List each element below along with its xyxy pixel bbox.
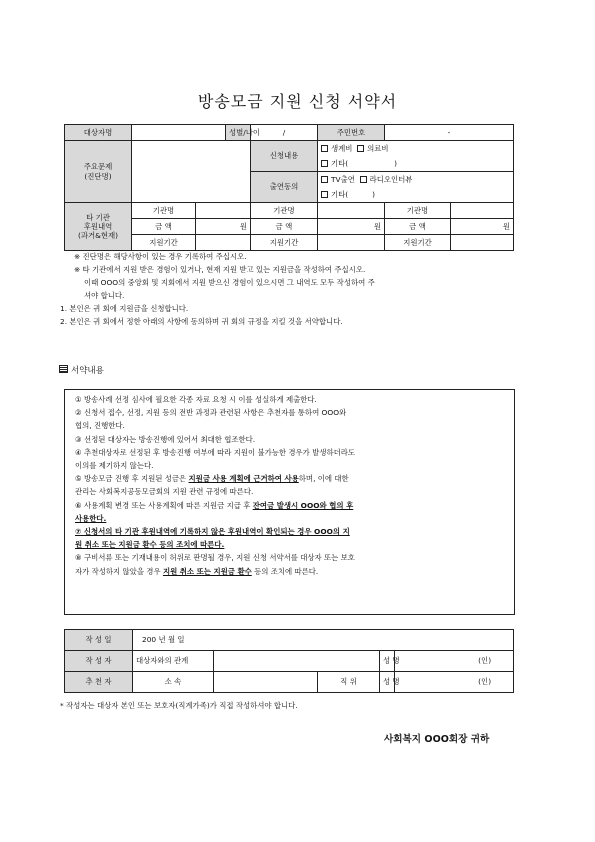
org3-period-field[interactable] [451, 235, 514, 251]
org1-period-field[interactable] [196, 235, 251, 251]
instruction-notes [60, 250, 526, 328]
apply-medical-checkbox[interactable] [357, 145, 364, 152]
gender-age-field[interactable]: / [251, 125, 318, 141]
pledge-item-4: ④ 추천대상자로 선정된 후 방송진행 여부에 따라 지원이 불가능한 경우가 발생하더라도 [75, 447, 355, 457]
pledge-6-emphasis: 잔여금 발생시 OOO와 협의 후 [252, 500, 354, 510]
section-title: 서약내용 [71, 366, 104, 376]
apply-other-checkbox[interactable] [321, 160, 328, 167]
pledge-8-post: 등의 조치에 따른다. [251, 566, 319, 576]
pledge-item-4-cont: 이의를 제기하지 않는다. [75, 461, 154, 471]
pledge-item-8: ⑧ 구비서류 또는 기재내용이 허위로 판명될 경우, 지원 신청 서약서를 대상자 또는 보호 [75, 553, 355, 563]
pledge-5-emphasis: 지원금 사용 계획에 근거하여 사용 [188, 474, 299, 484]
pledge-8-emphasis: 지원 취소 또는 지원금 환수 [162, 566, 252, 576]
recommender-name-label: 성 명 [380, 672, 395, 693]
pledge-item-8-cont [75, 565, 505, 578]
recommender-seal-field[interactable]: (인) [395, 672, 514, 693]
org2-amount-field[interactable]: 원 [318, 219, 385, 235]
pledge-item-7-cont [75, 538, 505, 551]
appear-other-close: ) [372, 189, 376, 199]
note-consent-statement: 2. 본인은 귀 회에서 정한 아래의 사항에 동의하며 귀 회의 규정을 지킬 것을 서약합니다. [60, 317, 343, 326]
pledge-item-3: ③ 선정된 대상자는 방송진행에 있어서 최대한 협조한다. [75, 434, 256, 444]
pledge-item-2: ② 신청서 접수, 선정, 지원 등의 전반 과정과 관련된 사항은 추천자를 통하여 OOO와 [75, 408, 347, 418]
org3-name-field[interactable] [451, 203, 514, 219]
pledge-6-pre: ⑥ 사용계획 변경 또는 사용계획에 따른 지원금 지급 후 [75, 500, 253, 510]
main-problem-label-line2: (진단명) [84, 171, 112, 181]
pledge-5-post: 하며, 이에 대한 [298, 474, 349, 484]
pledge-item-6-cont [75, 512, 505, 525]
org2-name-label: 기관명 [251, 203, 318, 219]
org2-name-field[interactable] [318, 203, 385, 219]
appear-other-label: 기타( [331, 189, 349, 199]
note-diagnosis: ※ 진단명은 해당사항이 있는 경우 기록하여 주십시오. [74, 252, 247, 261]
pledge-item-6 [75, 499, 505, 512]
apply-other-close: ) [394, 158, 398, 168]
apply-living-label: 생계비 [331, 143, 353, 153]
apply-other-label: 기타( [331, 158, 349, 168]
target-name-field[interactable] [132, 125, 226, 141]
appear-tv-label: TV출연 [331, 174, 355, 184]
appear-radio-checkbox[interactable] [360, 176, 367, 183]
appear-options-row1 [318, 172, 514, 188]
date-label: 작 성 일 [65, 630, 133, 651]
position-label: 직 위 [318, 672, 380, 693]
note-apply-statement: 1. 본인은 귀 회에 지원금을 신청합니다. [60, 304, 189, 313]
pledge-box [64, 389, 515, 615]
writer-label: 작 성 자 [65, 651, 133, 672]
org3-period-label: 지원기간 [385, 235, 451, 251]
note-other-support-cont1: 이때 OOO의 중앙회 및 지회에서 지원 받으신 경험이 있으시면 그 내역도 모두 작성하여 주 [84, 278, 375, 287]
relation-field[interactable] [214, 651, 380, 672]
org1-name-label: 기관명 [132, 203, 196, 219]
pledge-item-5-cont: 관리는 사회복지공동모금회의 지원 관련 규정에 따른다. [75, 487, 254, 497]
other-org-label-line2: 후원내역 [83, 221, 113, 231]
appear-other-checkbox[interactable] [321, 191, 328, 198]
relation-label: 대상자와의 관계 [133, 651, 214, 672]
pledge-7-emphasis: ⑦ 신청서의 타 기관 후원내역에 기록하지 않은 후원내역이 확인되는 경우 OOO의 지 [75, 527, 350, 537]
rrn-label: 주민번호 [318, 125, 385, 141]
recommender-label: 추 천 자 [65, 672, 133, 693]
date-field[interactable]: 200 년 월 일 [133, 630, 514, 651]
org3-name-label: 기관명 [385, 203, 451, 219]
org1-amount-label: 금 액 [132, 219, 196, 235]
apply-medical-label: 의료비 [367, 143, 389, 153]
org2-period-label: 지원기간 [251, 235, 318, 251]
target-name-label: 대상자명 [65, 125, 132, 141]
writer-name-label: 성 명 [380, 651, 395, 672]
org1-period-label: 지원기간 [132, 235, 196, 251]
appear-tv-checkbox[interactable] [321, 176, 328, 183]
pledge-8-pre: 자가 작성하지 않았을 경우 [75, 566, 163, 576]
org2-period-field[interactable] [318, 235, 385, 251]
note-other-support: ※ 타 기관에서 지원 받은 경험이 있거나, 현재 지원 받고 있는 지원금을 작성하여 주십시오. [74, 265, 366, 274]
appear-radio-label: 라디오인터뷰 [369, 174, 413, 184]
addressee: 사회복지 OOO회장 귀하 [384, 734, 490, 745]
apply-options-row1 [318, 141, 514, 157]
pledge-5-pre: ⑤ 방송모금 진행 후 지원된 성금은 [75, 474, 189, 484]
org3-amount-label: 금 액 [385, 219, 451, 235]
pledge-6-emphasis-cont: 사용한다. [75, 513, 107, 523]
apply-living-checkbox[interactable] [321, 145, 328, 152]
pledge-item-2-cont: 협의, 진행한다. [75, 421, 125, 431]
org2-amount-label: 금 액 [251, 219, 318, 235]
main-problem-field[interactable] [132, 141, 251, 203]
other-org-label-line1: 타 기관 [86, 212, 110, 222]
writer-seal-field[interactable]: (인) [395, 651, 514, 672]
pledge-item-5 [75, 472, 505, 485]
rrn-field[interactable]: - [385, 125, 514, 141]
note-other-support-cont2: 셔야 합니다. [84, 291, 125, 300]
apply-options-row2 [318, 156, 514, 172]
section-bullet-icon [59, 365, 68, 373]
appear-consent-label: 출연동의 [251, 172, 318, 203]
section-heading [59, 365, 104, 377]
pledge-7-emphasis-cont: 원 취소 또는 지원금 환수 등의 조치에 따른다. [75, 540, 225, 550]
footnote: * 작성자는 대상자 본인 또는 보호자(직계가족)가 직접 작성하셔야 합니다. [60, 701, 298, 710]
pledge-item-7 [75, 525, 505, 538]
other-org-label [65, 203, 132, 251]
document-title: 방송모금 지원 신청 서약서 [197, 92, 398, 111]
affiliation-label: 소 속 [133, 672, 214, 693]
apply-content-label: 신청내용 [251, 141, 318, 172]
applicant-table [64, 124, 514, 251]
main-problem-label-line1: 주요문제 [83, 162, 113, 172]
org1-name-field[interactable] [196, 203, 251, 219]
signature-table [64, 629, 514, 693]
other-org-label-line3: (과거&현재) [77, 231, 119, 241]
affiliation-field[interactable] [214, 672, 318, 693]
gender-age-label: 성별/나이 [226, 125, 251, 141]
org3-amount-field[interactable]: 원 [451, 219, 514, 235]
appear-options-row2 [318, 187, 514, 203]
org1-amount-field[interactable]: 원 [196, 219, 251, 235]
main-problem-label [65, 141, 132, 203]
pledge-item-1: ① 방송사례 선정 심사에 필요한 각종 자료 요청 시 이를 성실하게 제출한다. [75, 395, 317, 404]
